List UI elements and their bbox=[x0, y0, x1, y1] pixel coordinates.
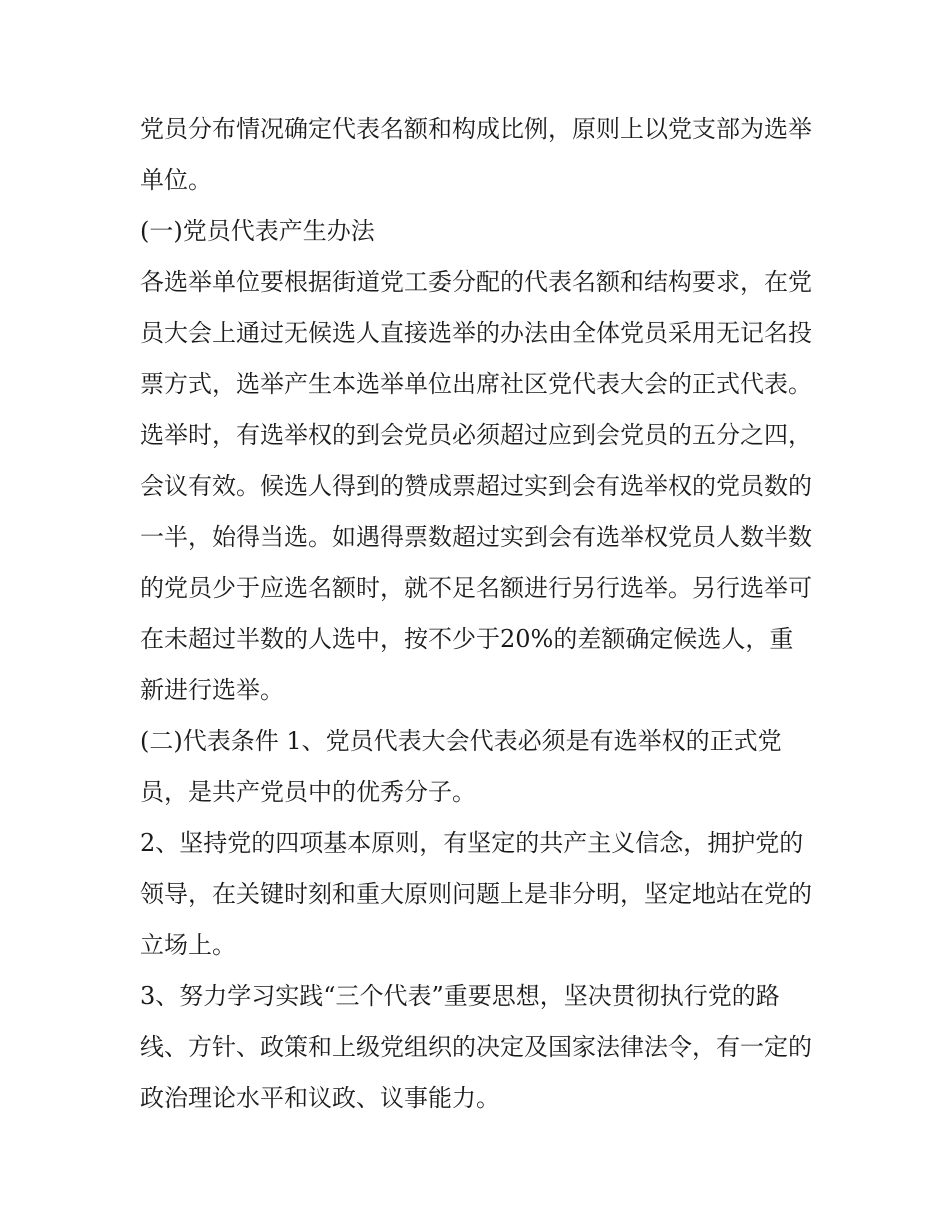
paragraph-election-procedure: 各选举单位要根据街道党工委分配的代表名额和结构要求，在党员大会上通过无候选人直接选举的办法由全体党员采用无记名投票方式，选举产生本选举单位出席社区党代表大会的正式代表。选举时，有选举权的到会党员必须超过应到会党员的五分之四，会议有效。候选人得到的赞成票超过实到会有选举权的党员数的一半，始得当选。如遇得票数超过实到会有选举权党员人数半数的党员少于应选名额时，就不足名额进行另行选举。另行选举可在未超过半数的人选中，按不少于20%的差额确定候选人，重新进行选举。 bbox=[140, 268, 812, 704]
paragraph-delegate-conditions-2: 2、坚持党的四项基本原则，有坚定的共产主义信念，拥护党的领导，在关键时刻和重大原则问题上是非分明，坚定地站在党的立场上。 bbox=[140, 829, 812, 959]
document-body bbox=[140, 104, 812, 1124]
heading-delegate-election-method: (一)党员代表产生办法 bbox=[140, 217, 375, 245]
paragraph-delegate-conditions-1: (二)代表条件 1、党员代表大会代表必须是有选举权的正式党员，是共产党员中的优秀分子。 bbox=[140, 727, 782, 806]
paragraph-delegate-quota: 党员分布情况确定代表名额和构成比例，原则上以党支部为选举单位。 bbox=[140, 115, 812, 194]
paragraph-delegate-conditions-3: 3、努力学习实践“三个代表”重要思想，坚决贯彻执行党的路线、方针、政策和上级党组织的决定及国家法律法令，有一定的政治理论水平和议政、议事能力。 bbox=[140, 982, 812, 1112]
